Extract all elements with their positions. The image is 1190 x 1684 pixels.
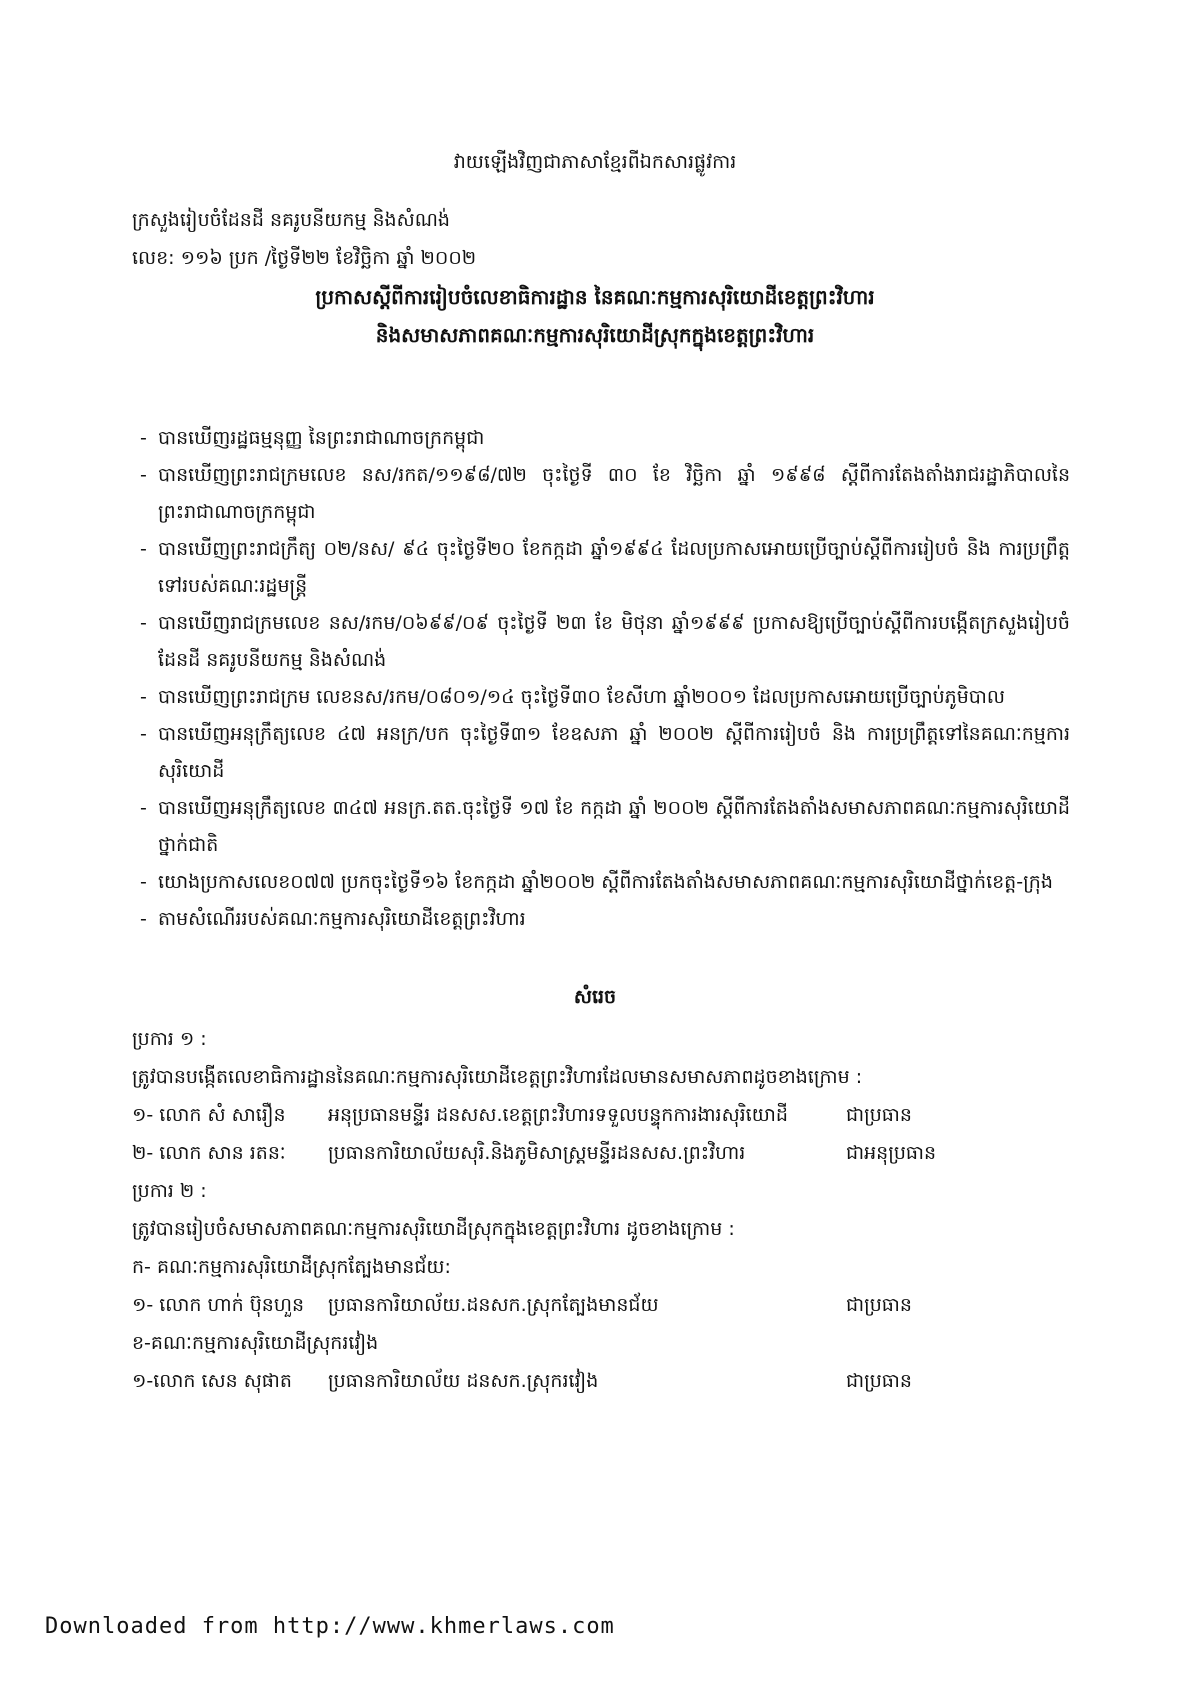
member-name: ២- លោក សាន រតនៈ xyxy=(132,1142,286,1164)
article-1-text: ត្រូវបានបង្កើតលេខាធិការដ្ឋាននៃគណៈកម្មការសុរិយោដីខេត្តព្រះវិហារដែលមានសមាសភាពដូចខាងក្រោម : xyxy=(132,1066,863,1088)
member-role: ជាប្រធាន xyxy=(846,1104,912,1126)
preamble-item: - បានឃើញព្រះរាជក្រឹត្យ ០២/នស/ ៩៤ ចុះថ្ងៃទី២០ ខែកក្កដា ឆ្នាំ១៩៩៤ ដែលប្រកាសអោយប្រើច្បាប់ស្តីពីការរៀបចំ និង ការប្រព្រឹត្តទៅរបស់គណៈរដ្ឋមន្ត្រី xyxy=(140,538,1070,597)
article-1-label: ប្រការ ១ : xyxy=(132,1028,207,1050)
member-position: ប្រធានការិយាល័យសុរិ.និងភូមិសាស្ត្រមន្ទីរដនសស.ព្រះវិហារ xyxy=(328,1142,746,1164)
preamble-item: - តាមសំណើររបស់គណៈកម្មការសុរិយោដីខេត្តព្រះវិហារ xyxy=(140,908,526,930)
group-heading: ខ-គណៈកម្មការសុរិយោដីស្រុករវៀង xyxy=(132,1332,379,1354)
member-role: ជាប្រធាន xyxy=(846,1370,912,1392)
member-row xyxy=(132,1293,1032,1323)
preamble-item: - បានឃើញអនុក្រឹត្យលេខ ៤៧ អនក្រ/បក ចុះថ្ងៃទី៣១ ខែឧសភា ឆ្នាំ ២០០២ ស្តីពីការរៀបចំ និង ការប្រព្រឹត្តទៅនៃគណៈកម្មការសុរិយោដី xyxy=(140,723,1070,782)
download-source-footer: Downloaded from http://www.khmerlaws.com xyxy=(45,1614,615,1639)
document-title-line-1: ប្រកាសស្តីពីការរៀបចំលេខាធិការដ្ឋាន នៃគណៈកម្មការសុរិយោដីខេត្តព្រះវិហារ xyxy=(315,285,875,309)
member-row xyxy=(132,1369,1032,1399)
decision-heading: សំរេច xyxy=(573,986,617,1008)
member-position: ប្រធានការិយាល័យ.ដនសក.ស្រុកត្បែងមានជ័យ xyxy=(328,1294,659,1316)
member-name: ១- លោក ហាក់ ប៊ុនហួន xyxy=(132,1294,305,1316)
preamble-list xyxy=(140,420,1070,938)
article-2-label: ប្រការ ២ : xyxy=(132,1180,207,1202)
member-row xyxy=(132,1141,1032,1171)
member-row xyxy=(132,1103,1032,1133)
member-position: អនុប្រធានមន្ទីរ ដនសស.ខេត្តព្រះវិហារទទួលបន្ទុកការងារសុរិយោដី xyxy=(328,1104,788,1126)
member-role: ជាអនុប្រធាន xyxy=(846,1142,937,1164)
top-note: វាយឡើងវិញជាភាសាខ្មែរពីឯកសារផ្លូវការ xyxy=(453,151,737,173)
member-name: ១- លោក សំ សារឿន xyxy=(132,1104,286,1126)
preamble-item: - បានឃើញអនុក្រឹត្យលេខ ៣៤៧ អនក្រ.តត.ចុះថ្ងៃទី ១៧ ខែ កក្កដា ឆ្នាំ ២០០២ ស្តីពីការតែងតាំងសមាសភាពគណៈកម្មការសុរិយោដីថ្នាក់ជាតិ xyxy=(140,797,1070,856)
group-heading: ក- គណៈកម្មការសុរិយោដីស្រុកត្បែងមានជ័យ: xyxy=(132,1256,451,1278)
preamble-item: - យោងប្រកាសលេខ០៧៧ ប្រកចុះថ្ងៃទី១៦ ខែកក្កដា ឆ្នាំ២០០២ ស្តីពីការតែងតាំងសមាសភាពគណៈកម្មការសុរិយោដីថ្នាក់ខេត្ត-ក្រុង xyxy=(140,871,1053,893)
member-role: ជាប្រធាន xyxy=(846,1294,912,1316)
preamble-item: - បានឃើញរាជក្រមលេខ នស/រកម/០៦៩៩/០៩ ចុះថ្ងៃទី ២៣ ខែ មិថុនា ឆ្នាំ១៩៩៩ ប្រកាសឱ្យប្រើច្បាប់ស្តីពីការបង្កើតក្រសួងរៀបចំដែនដី នគរូបនីយកម្ម និងសំណង់ xyxy=(140,612,1070,671)
member-name: ១-លោក សេន សុផាត xyxy=(132,1370,292,1392)
reference-number: លេខ: ១១៦ ប្រក /ថ្ងៃទី២២ ខែវិច្ឆិកា ឆ្នាំ ២០០២ xyxy=(132,247,477,269)
member-position: ប្រធានការិយាល័យ ដនសក.ស្រុករវៀង xyxy=(328,1370,599,1392)
preamble-item: - បានឃើញព្រះរាជក្រមលេខ នស/រកត/១១៩៨/៧២ ចុះថ្ងៃទី ៣០ ខែ វិច្ឆិកា ឆ្នាំ ១៩៩៨ ស្តីពីការតែងតាំងរាជរដ្ឋាភិបាលនៃព្រះរាជាណាចក្រកម្ពុជា xyxy=(140,464,1070,523)
preamble-item: - បានឃើញរដ្ឋធម្មនុញ្ញ នៃព្រះរាជាណាចក្រកម្ពុជា xyxy=(140,427,485,449)
ministry-name: ក្រសួងរៀបចំដែនដី នគរូបនីយកម្ម និងសំណង់ xyxy=(132,209,450,231)
article-2-text: ត្រូវបានរៀបចំសមាសភាពគណៈកម្មការសុរិយោដីស្រុកក្នុងខេត្តព្រះវិហារ ដូចខាងក្រោម : xyxy=(132,1218,735,1240)
document-title-line-2: និងសមាសភាពគណៈកម្មការសុរិយោដីស្រុកក្នុងខេត្តព្រះវិហារ xyxy=(375,323,815,347)
preamble-item: - បានឃើញព្រះរាជក្រម លេខនស/រកម/០៨០១/១៤ ចុះថ្ងៃទី៣០ ខែសីហា ឆ្នាំ២០០១ ដែលប្រកាសអោយប្រើច្បាប់ភូមិបាល xyxy=(140,686,1005,708)
